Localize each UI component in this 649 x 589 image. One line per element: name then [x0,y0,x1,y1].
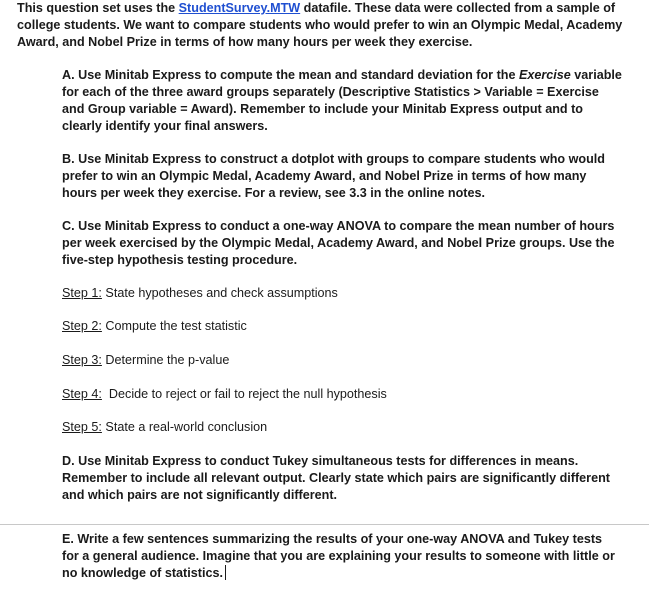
part-c-paragraph: C. Use Minitab Express to conduct a one-way ANOVA to compare the mean number of hours per week exercised by the Olympic Medal, Academy Award, and Nobel Prize groups. Use the five-step hypothesis testing procedure. [62,219,615,267]
step-3-label: Step 3: [62,353,102,367]
part-e-text: E. Write a few sentences summarizing the results of your one-way ANOVA and Tukey tests for a general audience. Imagine that you are explaining your results to someone with little or no knowledge of statistics. [62,532,615,580]
step-4-text: Decide to reject or fail to reject the null hypothesis [101,387,387,401]
step-5-label: Step 5: [62,420,102,434]
text-cursor [225,565,226,580]
part-a-exercise-term: Exercise [518,68,571,82]
part-b-paragraph: B. Use Minitab Express to construct a dotplot with groups to compare students who would prefer to win an Olympic Medal, Academy Award, and Nobel Prize in terms of how many hours per week they exercise. For a review, see 3.3 in the online notes. [62,152,605,200]
intro-paragraph [17,0,632,51]
intro-text-before: This question set uses the [17,1,179,15]
step-5-text: State a real-world conclusion [101,420,268,434]
step-2-label: Step 2: [62,319,102,333]
section-divider [0,524,649,525]
part-a-text-after: variable for each of the three award groups separately (Descriptive Statistics > Variable = Exercise and Group variable = Award). Remember to include your Minitab Express output and to clearly identify your final answers. [62,68,622,133]
step-1-text: State hypotheses and check assumptions [101,286,338,300]
step-5-line [62,419,622,436]
part-d-paragraph: D. Use Minitab Express to conduct Tukey simultaneous tests for differences in means. Remember to include all relevant output. Clearly state which pairs are significantly different and which pairs are not significantly different. [62,454,610,502]
step-4-line [62,386,622,403]
step-2-text: Compute the test statistic [101,319,247,333]
step-1-label: Step 1: [62,286,102,300]
step-3-text: Determine the p-value [101,353,230,367]
step-1-line [62,285,622,302]
step-3-line [62,352,622,369]
part-e-paragraph[interactable] [62,531,622,582]
step-4-label: Step 4: [62,387,102,401]
intro-text-after: datafile. These data were collected from a sample of college students. We want to compare students who would prefer to win an Olympic Medal, Academy Award, and Nobel Prize in terms of how many hours per week they exercise. [17,1,623,49]
part-a-text-before: A. Use Minitab Express to compute the mean and standard deviation for the [62,68,519,82]
step-2-line [62,318,622,335]
datafile-link[interactable]: StudentSurvey.MTW [178,1,301,15]
part-a-paragraph [62,67,622,135]
